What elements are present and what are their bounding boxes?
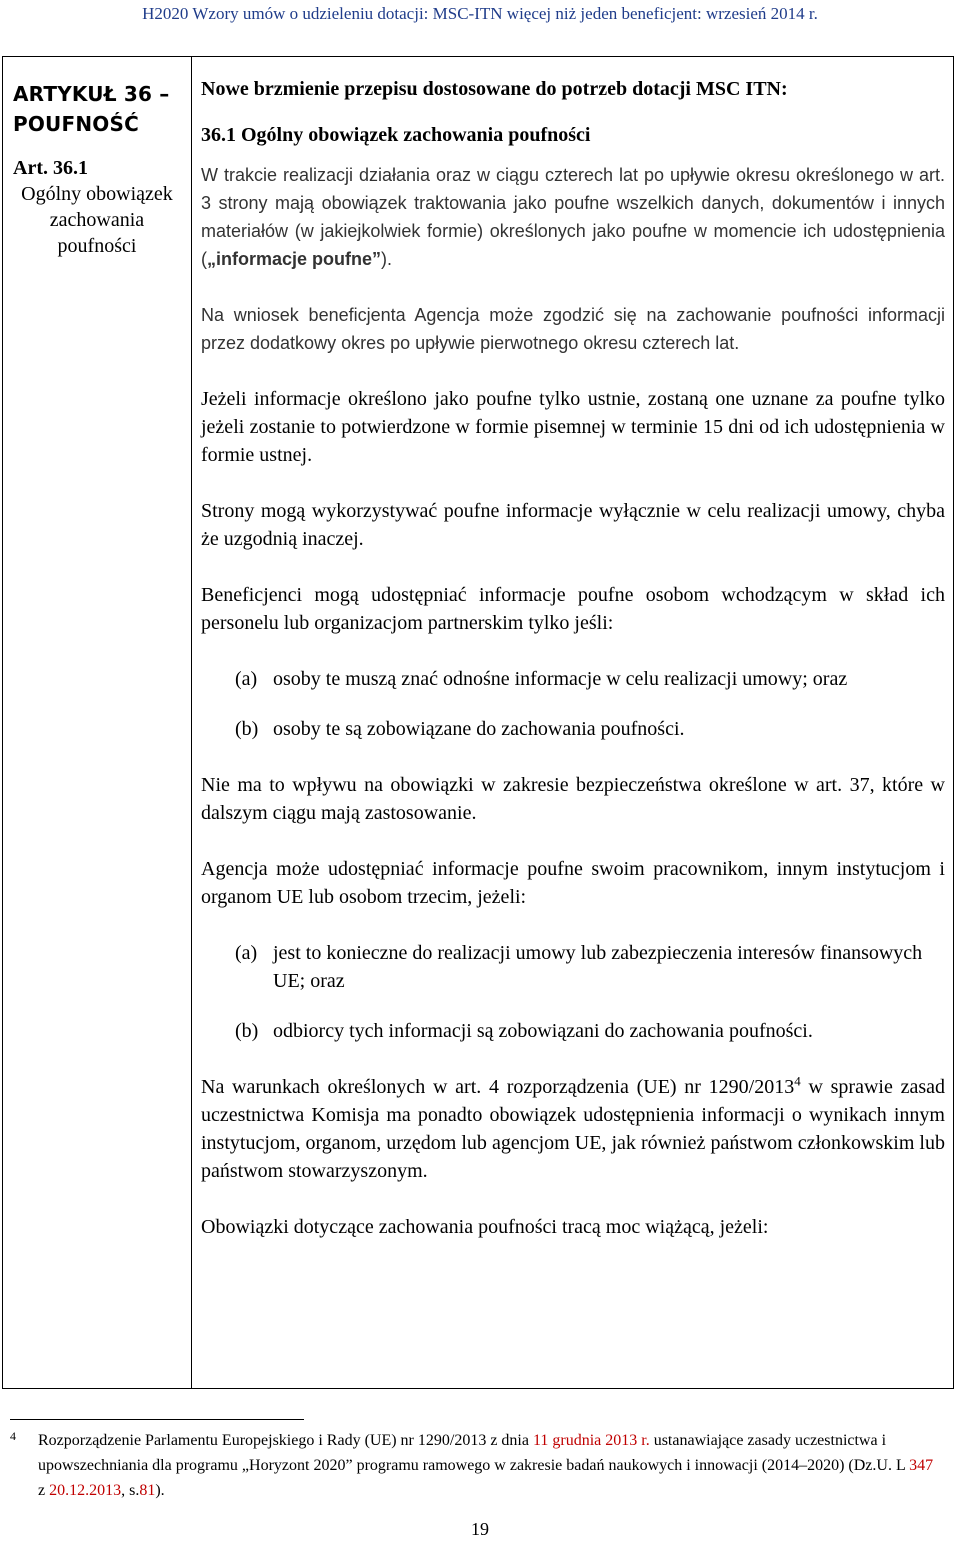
paragraph-3: Jeżeli informacje określono jako poufne tylko ustnie, zostaną one uznane za poufne tylko jeżeli zostanie to potwierdzone w formie pisemnej w terminie 15 dni od ich udostępnienia w formie ustnej. xyxy=(201,388,945,466)
document-header: H2020 Wzory umów o udzieleniu dotacji: MSC-ITN więcej niż jeden beneficjent: wrzesień 2014 r. xyxy=(142,4,818,23)
article-number: Art. 36.1 xyxy=(13,157,88,179)
left-column xyxy=(13,79,181,259)
footnote-text: Rozporządzenie Parlamentu Europejskiego i Rady (UE) nr 1290/2013 z dnia 11 grudnia 2013 r. ustanawiające zasady uczestnictwa i upowszechniania dla programu „Horyzont 2020” programu ramowego w zakresie badań naukowych i innowacji (2014–2020) (Dz.U. L 347 z 20.12.2013, s.81). xyxy=(38,1432,934,1499)
paragraph-7: Agencja może udostępniać informacje poufne swoim pracownikom, innym instytucjom i organom UE lub osobom trzecim, jeżeli: xyxy=(201,858,945,908)
section-heading: 36.1 Ogólny obowiązek zachowania poufności xyxy=(201,124,591,146)
list-item: (b) odbiorcy tych informacji są zobowiązani do zachowania poufności. xyxy=(235,1020,813,1042)
paragraph-6: Nie ma to wpływu na obowiązki w zakresie bezpieczeństwa określone w art. 37, które w dalszym ciągu mają zastosowanie. xyxy=(201,774,945,824)
page-number: 19 xyxy=(471,1519,489,1539)
right-column xyxy=(201,75,945,1241)
paragraph-9: Obowiązki dotyczące zachowania poufności tracą moc wiążącą, jeżeli: xyxy=(201,1216,769,1238)
footnote xyxy=(10,1428,940,1503)
article-title: ARTYKUŁ 36 – POUFNOŚĆ xyxy=(13,82,170,136)
list-item: (a) osoby te muszą znać odnośne informacje w celu realizacji umowy; oraz xyxy=(235,668,848,690)
paragraph-1: W trakcie realizacji działania oraz w ciągu czterech lat po upływie okresu określonego w art. 3 strony mają obowiązek traktowania jako poufne wszelkich danych, dokumentów i innych materiałów (w jakiejkolwiek formie) określonych jako poufne w momencie ich udostępnienia („informacje poufne”). xyxy=(201,165,945,269)
intro-text: Nowe brzmienie przepisu dostosowane do potrzeb dotacji MSC ITN: xyxy=(201,78,788,100)
article-subheading xyxy=(13,155,181,259)
footnote-mark: 4 xyxy=(10,1429,16,1443)
list-item: (b) osoby te są zobowiązane do zachowania poufności. xyxy=(235,718,685,740)
article-table xyxy=(2,56,954,1389)
footnote-separator xyxy=(10,1419,304,1420)
article-heading: Ogólny obowiązek zachowania poufności xyxy=(21,183,173,257)
footnote-reference[interactable]: 4 xyxy=(794,1073,801,1089)
paragraph-2: Na wniosek beneficjenta Agencja może zgodzić się na zachowanie poufności informacji przez dodatkowy okres po upływie pierwotnego okresu czterech lat. xyxy=(201,305,945,353)
paragraph-4: Strony mogą wykorzystywać poufne informacje wyłącznie w celu realizacji umowy, chyba że uzgodnią inaczej. xyxy=(201,500,945,550)
column-divider xyxy=(191,57,192,1388)
paragraph-5: Beneficjenci mogą udostępniać informacje poufne osobom wchodzącym w skład ich personelu lub organizacjom partnerskim tylko jeśli: xyxy=(201,584,945,634)
paragraph-8: Na warunkach określonych w art. 4 rozporządzenia (UE) nr 1290/2013$^4$ w sprawie zasad uczestnictwa Komisja ma ponadto obowiązek udostępnienia informacji o wynikach innym instytucjom, organom, urzędom lub agencjom UE, jak również państwom członkowskim lub państwom stowarzyszonym. xyxy=(201,1073,945,1182)
list-item: (a) jest to konieczne do realizacji umowy lub zabezpieczenia interesów finansowych UE; oraz xyxy=(235,942,923,992)
